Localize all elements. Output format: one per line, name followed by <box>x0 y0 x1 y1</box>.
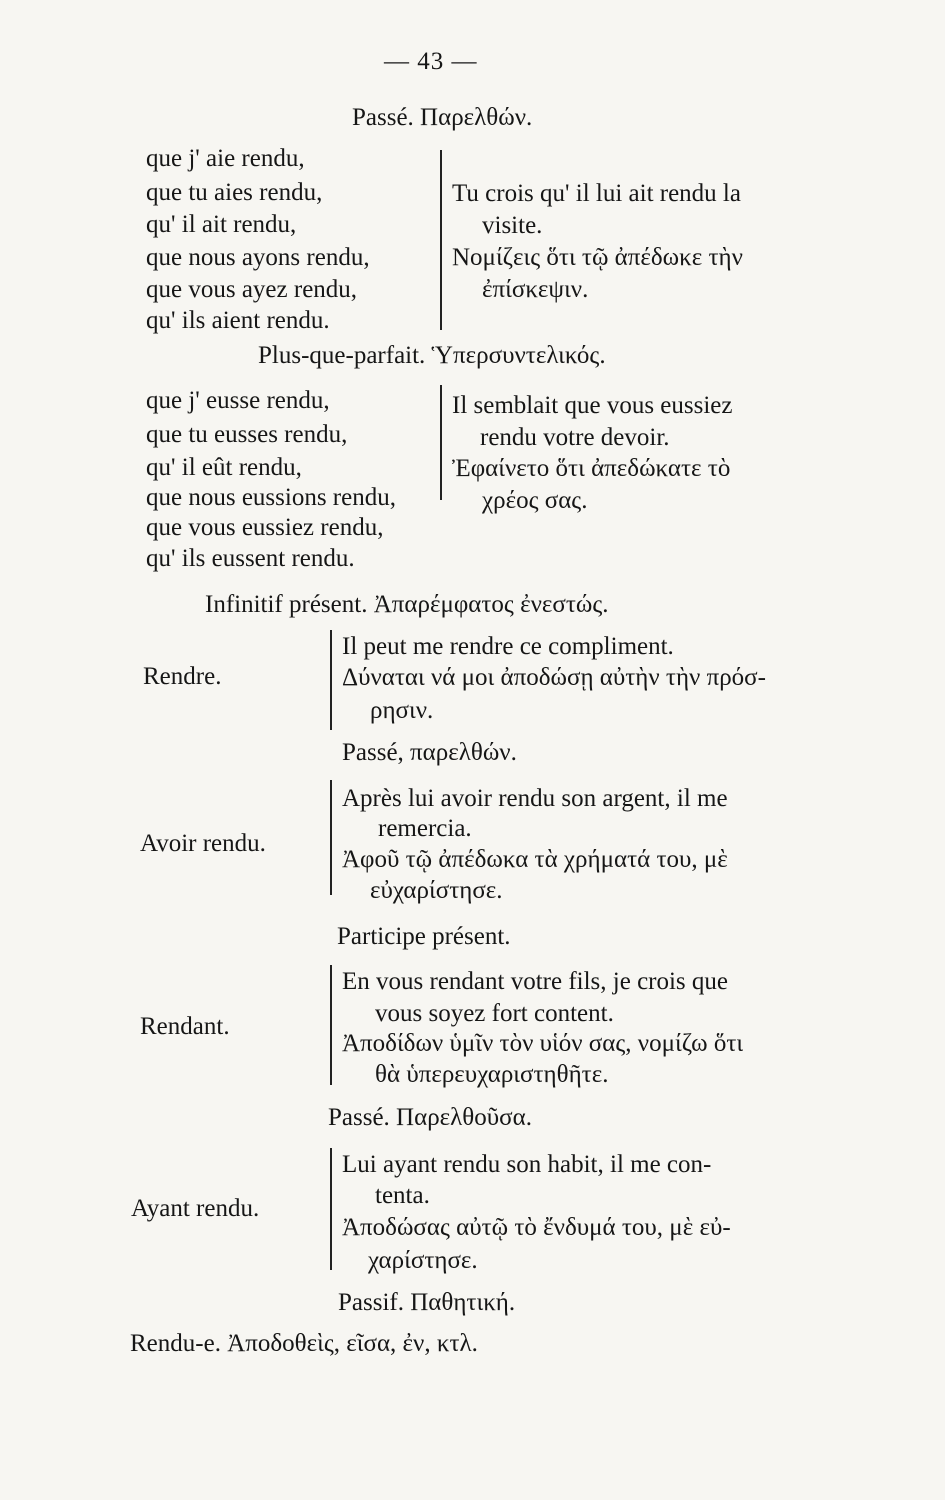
conjugation-line: qu' ils aient rendu. <box>146 307 330 334</box>
conjugation-line: que nous ayons rendu, <box>146 244 370 271</box>
example-line: χαρίστησε. <box>368 1247 478 1274</box>
conjugation-line: que j' eusse rendu, <box>146 387 330 414</box>
conjugation-line: qu' ils eussent rendu. <box>146 545 355 572</box>
conjugation-line: que j' aie rendu, <box>146 145 305 172</box>
example-line: εὐχαρίστησε. <box>370 877 503 904</box>
column-divider <box>330 1148 332 1270</box>
example-line: Il peut me rendre ce compliment. <box>342 633 674 660</box>
example-line: ἐπίσκεψιν. <box>482 276 589 303</box>
conjugation-line: que tu eusses rendu, <box>146 421 348 448</box>
passe-heading: Passé. Παρελθών. <box>352 104 533 131</box>
example-line: Il semblait que vous eussiez <box>452 392 733 419</box>
example-line: Lui ayant rendu son habit, il me con- <box>342 1151 712 1178</box>
conjugation-line: que vous eussiez rendu, <box>146 514 384 541</box>
column-divider <box>440 150 442 330</box>
conjugation-line: que vous ayez rendu, <box>146 276 358 303</box>
passif-heading: Passif. Παθητική. <box>338 1289 516 1316</box>
participe-passe-heading: Passé. Παρελθοῦσα. <box>328 1104 532 1131</box>
conjugation-line: que nous eussions rendu, <box>146 484 396 511</box>
column-divider <box>330 630 332 730</box>
example-line: rendu votre devoir. <box>480 424 670 451</box>
example-line: En vous rendant votre fils, je crois que <box>342 968 729 995</box>
example-line: ρησιν. <box>370 697 434 724</box>
verb-form-label: Rendant. <box>140 1013 230 1040</box>
plus-que-parfait-heading: Plus-que-parfait. Ὑπερσυντελικός. <box>258 342 606 369</box>
example-line: vous soyez fort content. <box>375 1000 614 1027</box>
passif-line: Rendu-e. Ἀποδοθεὶς, εῖσα, ἐν, κτλ. <box>130 1330 478 1357</box>
example-line: visite. <box>482 212 543 239</box>
example-line: Ἀποδώσας αὐτῷ τὸ ἔνδυμά του, μὲ εὐ- <box>342 1214 731 1241</box>
conjugation-line: que tu aies rendu, <box>146 179 323 206</box>
example-line: Δύναται νά μοι ἀποδώσῃ αὐτὴν τὴν πρόσ- <box>342 664 766 691</box>
column-divider <box>330 780 332 895</box>
example-line: remercia. <box>378 815 472 842</box>
example-line: Ἀφοῦ τῷ ἀπέδωκα τὰ χρήματά του, μὲ <box>342 846 728 873</box>
column-divider <box>440 385 442 500</box>
verb-form-label: Ayant rendu. <box>131 1195 260 1222</box>
infinitif-present-heading: Infinitif présent. Ἀπαρέμφατος ἐνεστώς. <box>205 591 609 618</box>
example-line: Νομίζεις ὅτι τῷ ἀπέδωκε τὴν <box>452 244 743 271</box>
conjugation-line: qu' il eût rendu, <box>146 454 302 481</box>
participe-present-heading: Participe présent. <box>337 923 511 950</box>
page-number: — 43 — <box>384 48 478 75</box>
infinitif-passe-heading: Passé, παρελθών. <box>342 739 517 766</box>
verb-form-label: Rendre. <box>143 663 222 690</box>
example-line: tenta. <box>375 1182 430 1209</box>
column-divider <box>330 965 332 1085</box>
example-line: Ἀποδίδων ὑμῖν τὸν υἱόν σας, νομίζω ὅτι <box>342 1030 744 1057</box>
example-line: χρέος σας. <box>482 487 588 514</box>
example-line: Ἐφαίνετο ὅτι ἀπεδώκατε τὸ <box>452 455 731 482</box>
example-line: Tu crois qu' il lui ait rendu la <box>452 180 741 207</box>
conjugation-line: qu' il ait rendu, <box>146 211 297 238</box>
verb-form-label: Avoir rendu. <box>140 830 266 857</box>
example-line: Après lui avoir rendu son argent, il me <box>342 785 728 812</box>
example-line: θὰ ὑπερευχαριστηθῆτε. <box>375 1061 609 1088</box>
